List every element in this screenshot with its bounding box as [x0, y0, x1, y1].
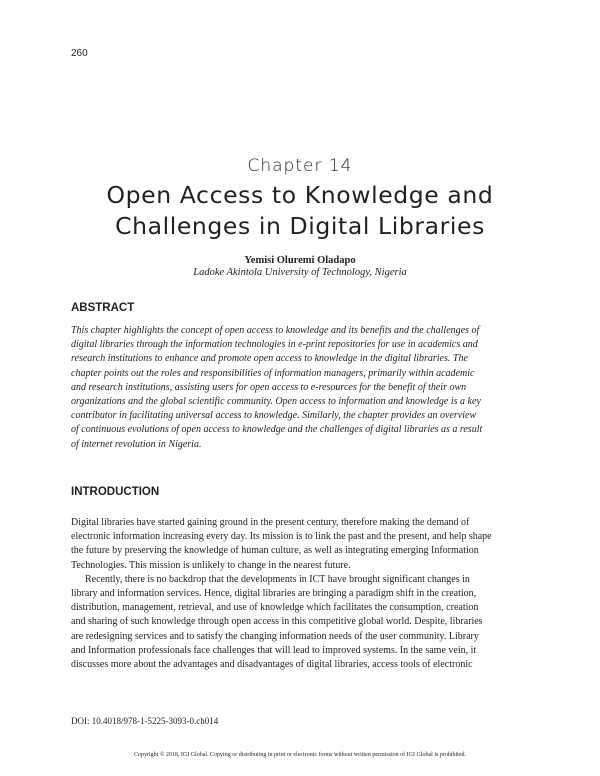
intro-line: Digital libraries have started gaining ground in the present century, therefore making the demand of — [71, 517, 470, 528]
author-affiliation: Ladoke Akintola University of Technology, Nigeria — [193, 267, 407, 278]
intro-line: library and information services. Hence, digital libraries are bringing a paradigm shift in the creation, — [71, 588, 477, 600]
introduction-body — [71, 516, 529, 672]
intro-line: and sharing of such knowledge through open access in this competitive global world. Despite, libraries — [71, 616, 483, 628]
title-line: Open Access to Knowledge and — [106, 181, 494, 209]
abstract-line: research institutions to enhance and promote open access to knowledge in the digital libraries. The — [71, 353, 468, 365]
intro-line: distribution, management, retrieval, and use of knowledge which facilitates the consumption, creation — [71, 602, 479, 614]
abstract-line: digital libraries through the information technologies in e-print repositories for use in academics and — [71, 339, 478, 351]
introduction-heading: INTRODUCTION — [71, 486, 160, 498]
intro-line: Technologies. This mission is unlikely to change in the nearest future. — [71, 559, 351, 571]
copyright-notice: Copyright © 2018, IGI Global. Copying or distributing in print or electronic forms without written permission of IGI Global is prohibited. — [133, 752, 466, 758]
abstract-heading: ABSTRACT — [71, 302, 135, 314]
abstract-line: of internet revolution in Nigeria. — [71, 438, 202, 450]
abstract-line: of continuous evolutions of open access to knowledge and the challenges of digital libraries as a result — [71, 424, 483, 436]
chapter-label: Chapter 14 — [247, 156, 353, 176]
abstract-line: chapter points out the roles and responsibilities of information managers, primarily within academic — [71, 367, 475, 379]
intro-line: Recently, there is no backdrop that the developments in ICT have brought significant changes in — [85, 573, 470, 585]
intro-line: electronic information increasing every day. Its mission is to link the past and the present, and help shape — [71, 531, 492, 543]
intro-line: and Information professionals face challenges that will lead to improved systems. In the same vein, it — [71, 644, 477, 656]
chapter-title — [40, 180, 560, 242]
abstract-line: and research institutions, assisting users for open access to e-resources for the benefit of their own — [71, 381, 467, 393]
title-line: Challenges in Digital Libraries — [115, 212, 485, 240]
intro-line: are redesigning services and to satisfy the changing information needs of the user community. Library — [71, 630, 479, 642]
abstract-body — [71, 324, 529, 452]
intro-line: the future by preserving the knowledge of human culture, as well as integrating emerging Information — [71, 545, 479, 557]
abstract-line: organizations and the global scientific community. Open access to information and knowledge is a key — [71, 396, 481, 408]
abstract-line: contributor in facilitating universal access to knowledge. Similarly, the chapter provides an overview — [71, 410, 477, 422]
author-name: Yemisi Oluremi Oladapo — [244, 255, 356, 266]
intro-line: discusses more about the advantages and disadvantages of digital libraries, access tools of electronic — [71, 659, 473, 671]
page-number: 260 — [71, 48, 88, 59]
abstract-line: This chapter highlights the concept of open access to knowledge and its benefits and the challenges of — [71, 325, 480, 336]
doi-text: DOI: 10.4018/978-1-5225-3093-0.ch014 — [71, 716, 219, 726]
